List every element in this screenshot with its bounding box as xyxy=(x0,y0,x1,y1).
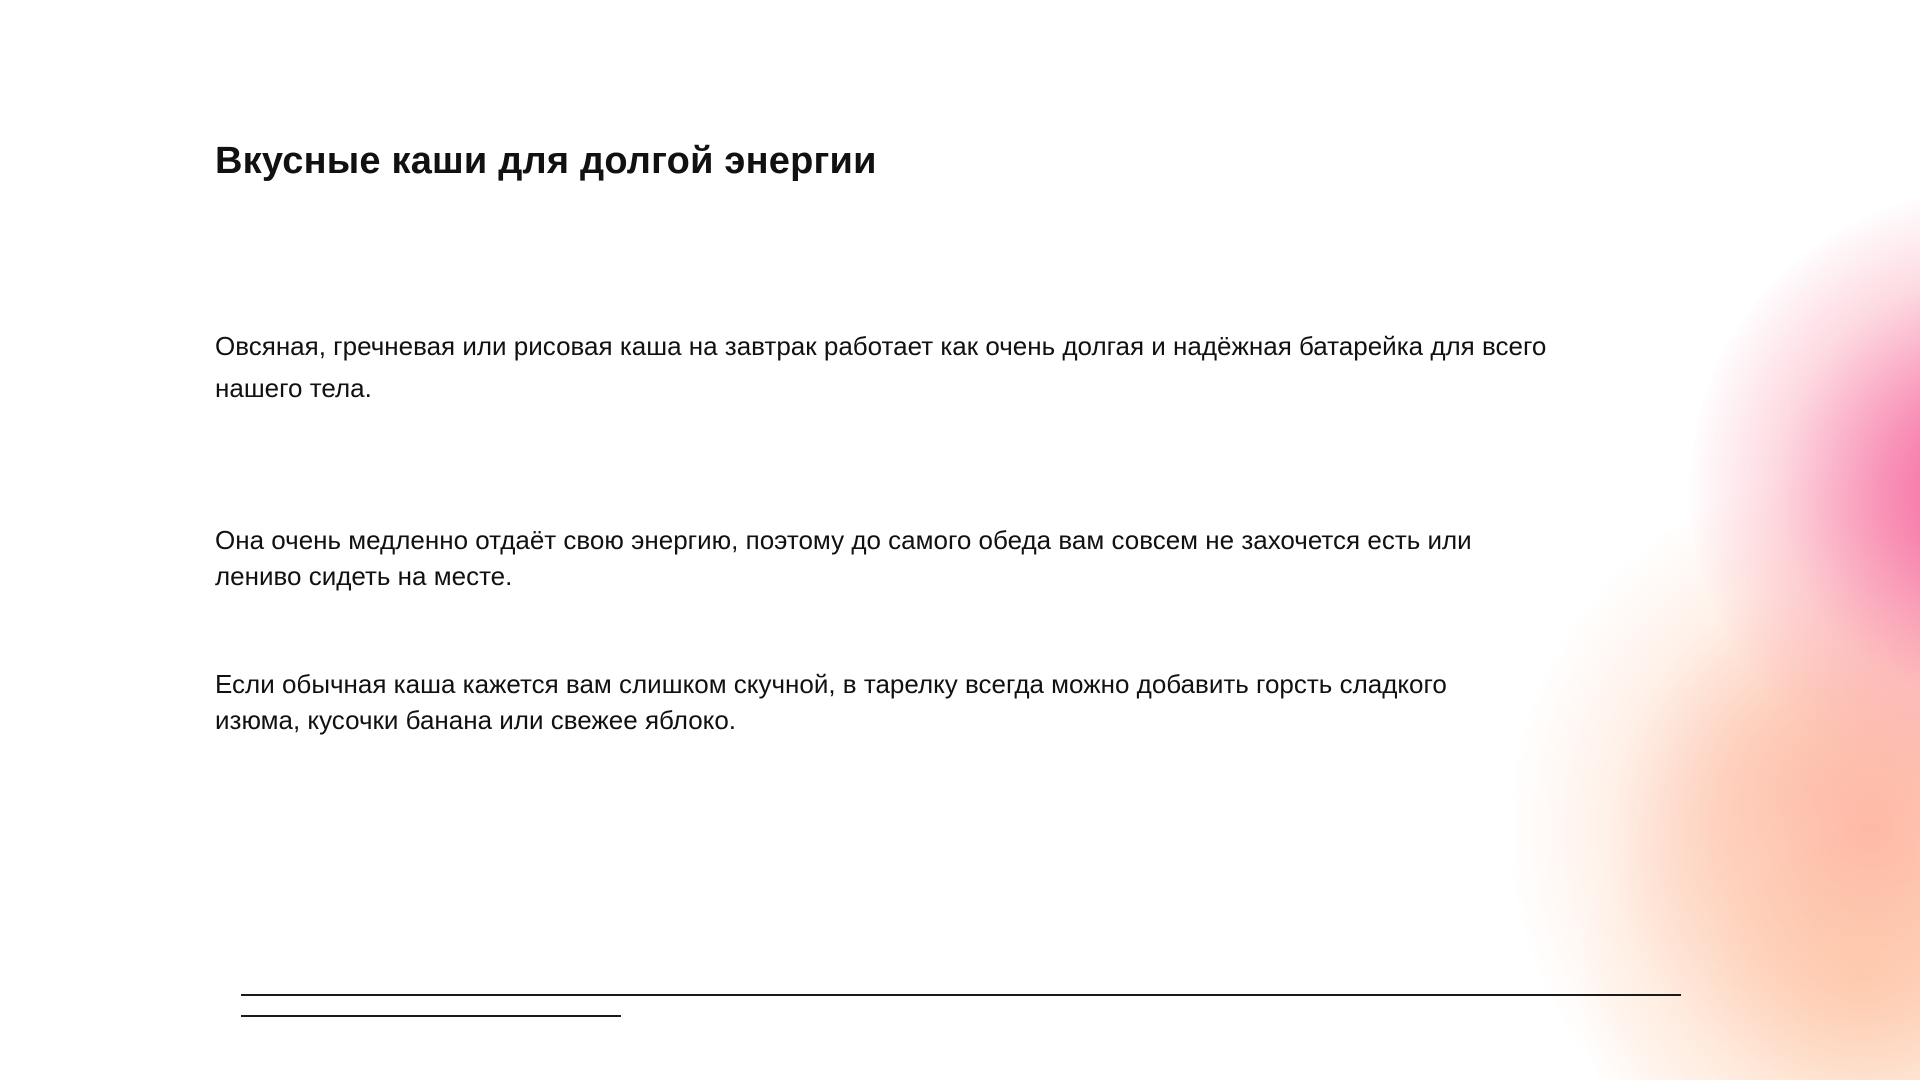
paragraph-porridge-battery: Овсяная, гречневая или рисовая каша на завтрак работает как очень долгая и надёжная батарейка для всего нашего тела. xyxy=(215,331,1547,403)
paragraph-toppings: Если обычная каша кажется вам слишком скучной, в тарелку всегда можно добавить горсть сладкого изюма, кусочки банана или свежее яблоко. xyxy=(215,669,1447,735)
footer-divider-short xyxy=(241,1015,621,1017)
paragraph-slow-energy: Она очень медленно отдаёт свою энергию, поэтому до самого обеда вам совсем не захочется есть или лениво сидеть на месте. xyxy=(215,525,1472,591)
peach-gradient-blob xyxy=(1510,470,1920,1080)
footer-divider-long xyxy=(241,994,1681,996)
warm-gradient-blob xyxy=(1580,700,1920,1080)
slide-title: Вкусные каши для долгой энергии xyxy=(215,140,877,182)
pink-gradient-blob xyxy=(1690,190,1920,790)
